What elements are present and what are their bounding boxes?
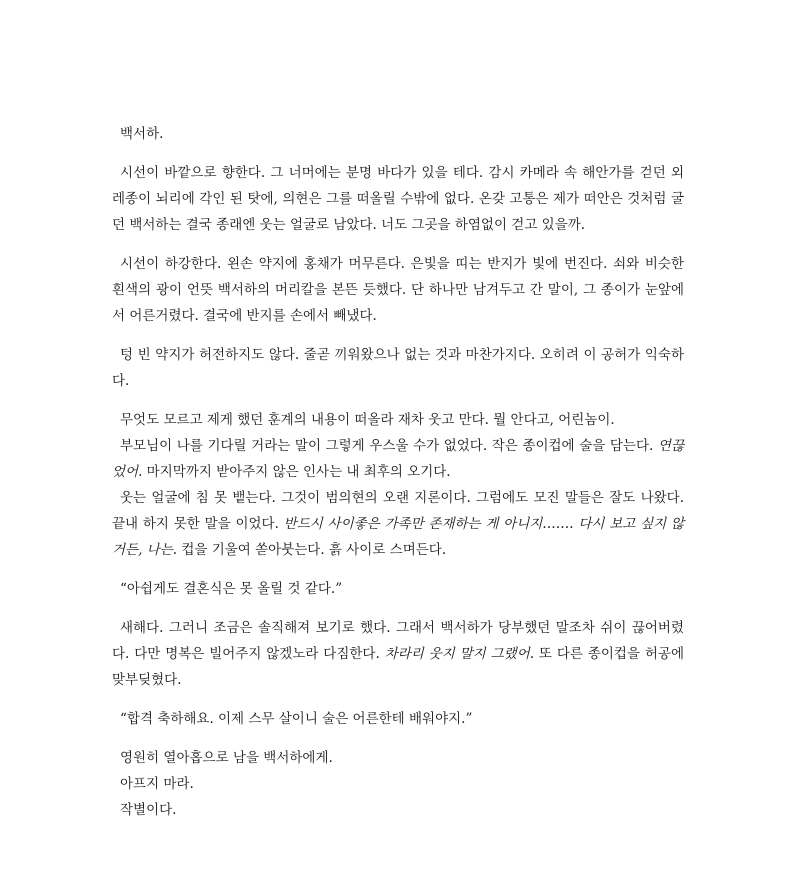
paragraph-9-text-a: 새해다. 그러니 조금은 솔직해져 보기로 했다. 그래서 백서하가 당부했던 말조차 쉬이 끊어버렸다. 다만 명복은 빌어주지 않겠노라 다짐한다. — [112, 620, 684, 662]
paragraph-2: 시선이 바깥으로 향한다. 그 너머에는 분명 바다가 있을 테다. 감시 카메라 속 해안가를 걷던 외레종이 뇌리에 각인 된 탓에, 의현은 그를 떠올릴 수밖에 없다. 온갖 고통은 제가 떠안은 것처럼 굴던 백서하는 결국 종래엔 웃는 얼굴로 남았다. 너도 그곳을 하염없이 걷고 있을까. — [112, 165, 684, 233]
paragraph-6-text-a: 부모님이 나를 기다릴 거라는 말이 그렇게 우스울 수가 없었다. 작은 종이컵에 술을 담는다. — [120, 438, 658, 454]
paragraph-13: 작별이다. — [120, 802, 177, 818]
paragraph-5: 무엇도 모르고 제게 했던 훈계의 내용이 떠올라 재차 웃고 만다. 뭘 안다고, 어린놈이. — [120, 412, 615, 428]
paragraph-6-text-b: 마지막까지 받아주지 않은 인사는 내 최후의 오기다. — [142, 464, 451, 480]
paragraph-12: 아프지 마라. — [120, 776, 194, 792]
paragraph-10-dialogue: “합격 축하해요. 이제 스무 살이니 술은 어른한테 배워야지.” — [120, 711, 473, 727]
document-body — [112, 121, 684, 823]
paragraph-3: 시선이 하강한다. 왼손 약지에 홍채가 머무른다. 은빛을 띠는 반지가 빛에 번진다. 쇠와 비슷한 흰색의 광이 언뜻 백서하의 머리칼을 본뜬 듯했다. 단 하나만 남겨두고 간 말이, 그 종이가 눈앞에서 어른거렸다. 결국에 반지를 손에서 빼냈다. — [112, 256, 684, 324]
paragraph-7-italic: 반드시 사이좋은 가족만 존재하는 게 아니지……. 다시 보고 싶지 않거든, 나는. — [112, 516, 685, 558]
paragraph-6 — [112, 433, 684, 485]
paragraph-1: 백서하. — [120, 126, 164, 142]
paragraph-7 — [112, 485, 684, 563]
paragraph-8-dialogue: “아쉽게도 결혼식은 못 올릴 것 같다.” — [120, 581, 343, 597]
paragraph-9-text-b: 또 다른 종이컵을 허공에 맞부딪혔다. — [112, 646, 684, 688]
paragraph-6-italic: 연끊었어. — [112, 438, 684, 480]
paragraph-9 — [112, 615, 684, 693]
paragraph-7-text-b: 컵을 기울여 쏟아붓는다. 흙 사이로 스며든다. — [177, 542, 447, 558]
paragraph-4: 텅 빈 약지가 허전하지도 않다. 줄곧 끼워왔으나 없는 것과 마찬가지다. 오히려 이 공허가 익숙하다. — [112, 347, 684, 389]
paragraph-9-italic: 차라리 웃지 말지 그랬어. — [384, 646, 535, 662]
paragraph-7-text-a: 웃는 얼굴에 침 못 뱉는다. 그것이 범의현의 오랜 지론이다. 그럼에도 모진 말들은 잘도 나왔다. 끝내 하지 못한 말을 이었다. — [112, 490, 684, 532]
paragraph-11: 영원히 열아홉으로 남을 백서하에게. — [120, 750, 333, 766]
